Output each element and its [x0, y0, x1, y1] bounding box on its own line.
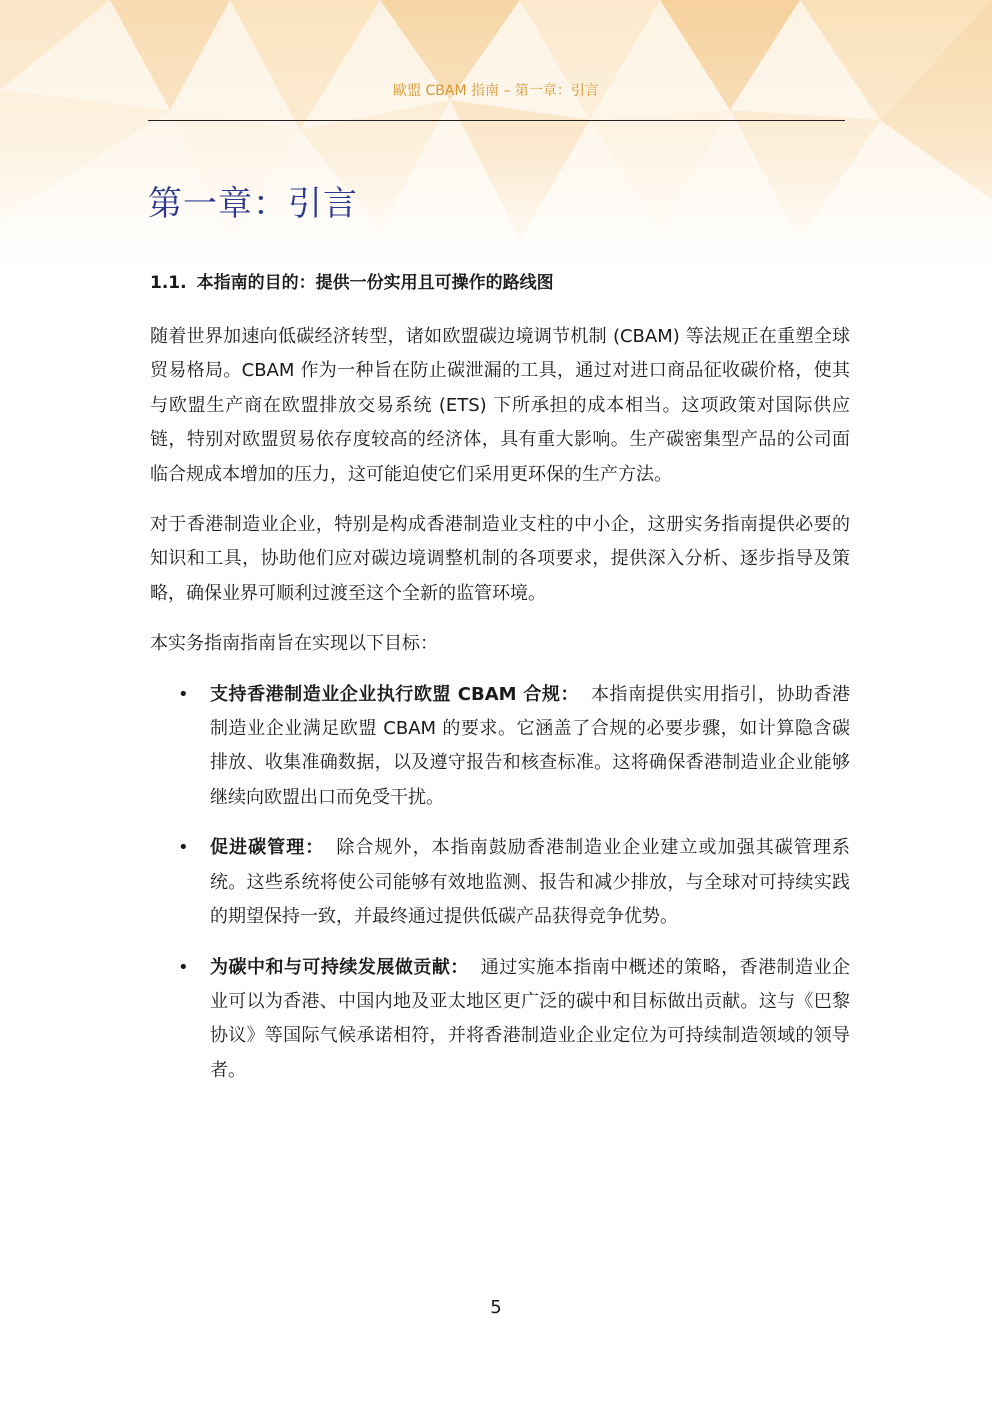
section-number: 1.1.: [150, 273, 187, 293]
objectives-list: [150, 678, 850, 1088]
bullet-icon: •: [178, 683, 189, 705]
objective-title: 为碳中和与可持续发展做贡献：: [210, 956, 469, 978]
page-number: 5: [490, 1297, 502, 1318]
paragraph-objectives-lead: 本实务指南指南旨在实现以下目标：: [150, 633, 438, 655]
list-item: [150, 951, 850, 1089]
list-item: [150, 678, 850, 816]
paragraph-intro: 随着世界加速向低碳经济转型，诸如欧盟碳边境调节机制 (CBAM) 等法规正在重塑全球贸易格局。CBAM 作为一种旨在防止碳泄漏的工具，通过对进口商品征收碳价格，使其与欧盟生产商在欧盟排放交易系统 (ETS) 下所承担的成本相当。这项政策对国际供应链，特别对欧盟贸易依存度较高的经济体，具有重大影响。生产碳密集型产品的公司面临合规成本增加的压力，这可能迫使它们采用更环保的生产方法。: [150, 326, 850, 485]
main-content: [150, 270, 850, 1104]
objective-text: 除合规外，本指南鼓励香港制造业企业建立或加强其碳管理系统。这些系统将使公司能够有效地监测、报告和减少排放，与全球对可持续实践的期望保持一致，并最终通过提供低碳产品获得竞争优势。: [210, 837, 850, 928]
header-triangle-pattern: [0, 0, 992, 270]
section-title: 本指南的目的：提供一份实用且可操作的路线图: [196, 273, 554, 293]
objective-text: 通过实施本指南中概述的策略，香港制造业企业可以为香港、中国内地及亚太地区更广泛的碳中和目标做出贡献。这与《巴黎协议》等国际气候承诺相符，并将香港制造业企业定位为可持续制造领域的领导者。: [210, 956, 851, 1081]
running-header: 歐盟 CBAM 指南 – 第一章：引言: [393, 83, 599, 99]
list-item: [150, 831, 850, 934]
objective-text: 本指南提供实用指引，协助香港制造业企业满足欧盟 CBAM 的要求。它涵盖了合规的必要步骤，如计算隐含碳排放、收集准确数据，以及遵守报告和核查标准。这将确保香港制造业企业能够继续向欧盟出口而免受干扰。: [210, 683, 850, 808]
bullet-icon: •: [178, 956, 189, 978]
section-heading: [150, 270, 850, 296]
bullet-icon: •: [178, 837, 189, 859]
header-divider: [148, 120, 845, 121]
objective-title: 促进碳管理：: [210, 837, 325, 859]
chapter-title: 第一章：引言: [148, 184, 358, 224]
objective-title: 支持香港制造业企业执行欧盟 CBAM 合规：: [210, 683, 579, 705]
paragraph-purpose: 对于香港制造业企业，特别是构成香港制造业支柱的中小企，这册实务指南提供必要的知识和工具，协助他们应对碳边境调整机制的各项要求，提供深入分析、逐步指导及策略，确保业界可顺利过渡至这个全新的监管环境。: [150, 514, 850, 604]
